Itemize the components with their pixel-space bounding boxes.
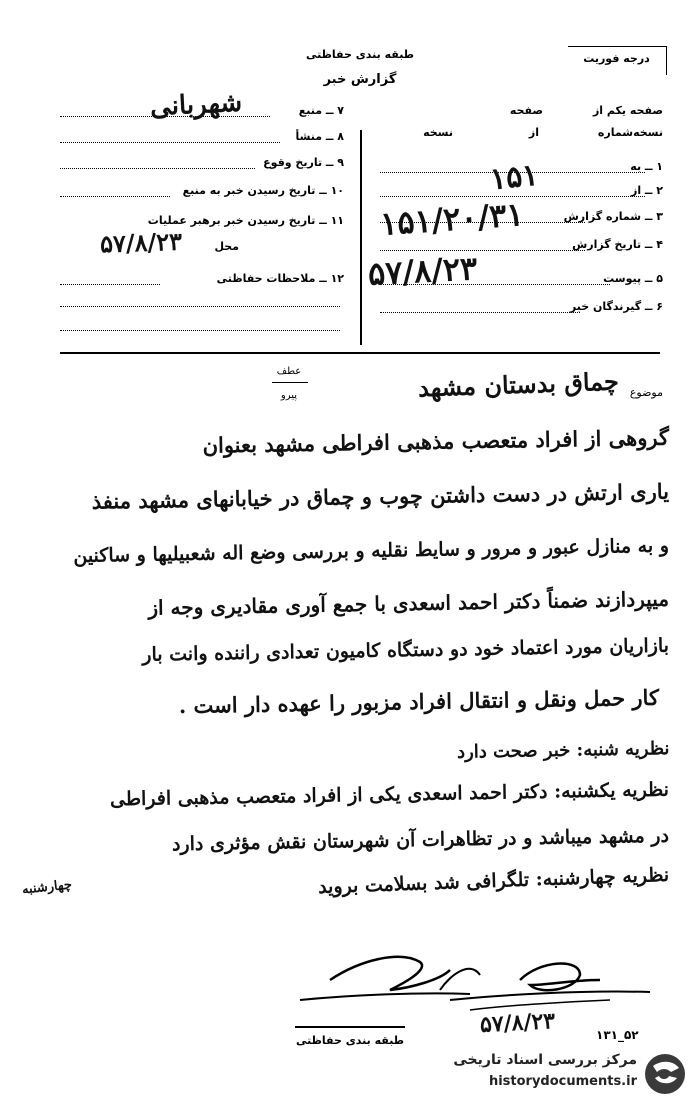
field-received-source: ۱۰ ــ تاریخ رسیدن خبر به منبع <box>182 184 344 197</box>
classification-bottom-rule <box>295 1026 405 1028</box>
classification-bottom: طبقه بندی حفاظتی <box>295 1034 405 1047</box>
report-title: گزارش خبر <box>323 72 397 87</box>
body-line: کار حمل ونقل و انتقال افراد مزبور را عهده دار است . <box>178 684 660 719</box>
stamp-followup: پیرو <box>280 390 298 401</box>
field-to: ۱ ــ به <box>630 160 663 173</box>
bottom-number: ۵۲_۱۳۱ <box>596 1028 639 1042</box>
field-event-date: ۹ ــ تاریخ وقوع <box>263 156 344 169</box>
opinion-line: نظریه چهارشنبه: تلگرافی شد بسلامت بروید <box>317 863 670 899</box>
opinion-line: در مشهد میباشد و در تظاهرات آن شهرستان نقش مؤثری دارد <box>171 824 670 856</box>
field-received-source-line <box>60 196 170 197</box>
watermark-site: historydocuments.ir <box>488 1074 637 1089</box>
field-origin: ۸ ــ منشأ <box>295 130 344 143</box>
margin-note: چهارشنبه <box>21 877 73 898</box>
field-report-date-line <box>380 250 585 251</box>
opinion-line: نظریه شنبه: خبر صحت دارد <box>456 738 670 763</box>
opinion-line: نظریه یکشنبه: دکتر احمد اسعدی یکی از افراد متعصب مذهبی افراطی <box>109 778 670 811</box>
handwritten-from: ۱۵۱ <box>488 157 541 198</box>
field-from: ۲ ــ از <box>630 184 663 197</box>
stamp-divider <box>272 382 308 383</box>
subject-value: چماق بدستان مشهد <box>417 366 620 403</box>
field-copy-from: از <box>528 126 539 139</box>
field-security-notes-line <box>60 284 160 285</box>
field-copy-suffix: نسخه <box>423 126 453 139</box>
watermark-logo-icon <box>643 1052 687 1096</box>
field-page-suffix: صفحه <box>509 104 543 117</box>
field-location: محل <box>214 240 239 253</box>
priority-label: درجه فوریت <box>583 52 650 65</box>
field-report-date: ۴ ــ تاریخ گزارش <box>572 238 663 251</box>
bottom-date: ۵۷/۸/۲۳ <box>479 1008 556 1038</box>
field-security-notes: ۱۲ ــ ملاحظات حفاظتی <box>216 272 344 285</box>
stamp-reference: عطف <box>276 366 302 377</box>
watermark-org-name: مرکز بررسی اسناد تاریخی <box>453 1052 637 1068</box>
field-report-number: ۳ ــ شماره گزارش <box>563 210 663 223</box>
column-divider <box>360 130 362 345</box>
field-extra-line-1 <box>60 306 340 307</box>
field-attachments: ۵ ــ پیوست <box>603 272 663 285</box>
field-received-ops: ۱۱ ــ تاریخ رسیدن خبر برهبر عملیات <box>147 214 344 227</box>
handwritten-report-date: ۵۷/۸/۲۳ <box>367 249 479 293</box>
body-line: بازاریان مورد اعتماد خود دو دستگاه کامیون تعدادی راننده وانت بار <box>142 634 670 666</box>
field-extra-line-2 <box>60 330 340 331</box>
field-source: ۷ ــ منبع <box>298 104 344 117</box>
handwritten-ops-date: ۵۷/۸/۲۳ <box>99 226 183 259</box>
body-line: گروهی از افراد متعصب مذهبی افراطی مشهد بعنوان <box>202 424 670 458</box>
field-event-date-line <box>60 168 255 169</box>
field-page: صفحه یکم از <box>592 104 663 117</box>
body-line: یاری ارتش در دست داشتن چوب و چماق در خیابانهای مشهد منفذ <box>91 478 670 514</box>
classification-top: طبقه بندی حفاظتی <box>305 48 415 61</box>
watermark <box>415 1048 695 1100</box>
field-origin-line <box>60 142 280 143</box>
body-line: و به منازل عبور و مرور و سایط نقلیه و بررسی وضع اله شعبیلیها و ساکنین <box>73 534 670 568</box>
field-copy-number: نسخه‌شماره <box>597 126 663 139</box>
body-line: میپردازند ضمناً دکتر احمد اسعدی با جمع آوری مقادیری وجه از <box>148 586 670 620</box>
field-recipients: ۶ ــ گیرندگان خبر <box>569 300 663 313</box>
header-rule <box>60 352 660 354</box>
signatures-drawing <box>0 940 699 1030</box>
field-recipients-line <box>380 312 580 313</box>
subject-label: موضوع <box>629 386 663 399</box>
handwritten-source: شهربانی <box>149 87 243 123</box>
handwritten-report-number: ۱۵۱/۲۰/۳۱ <box>378 195 525 243</box>
